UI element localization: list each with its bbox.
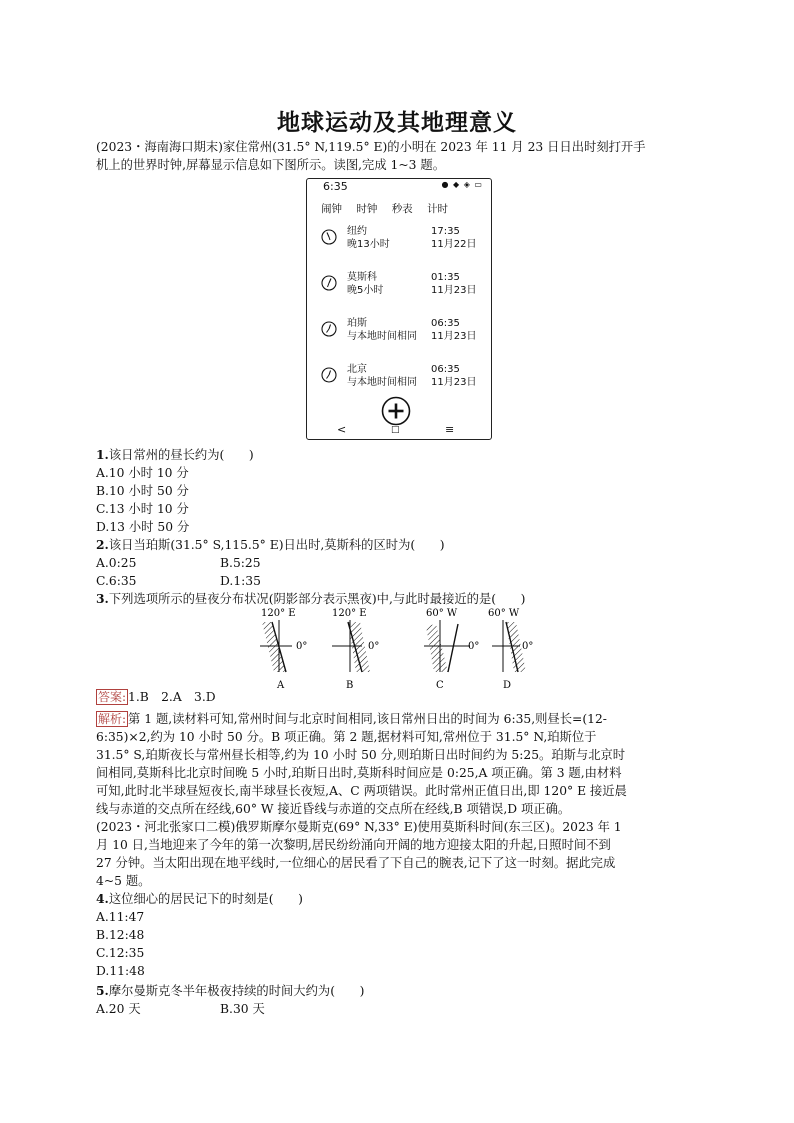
option-b: B.5:25 [220,556,261,570]
city-label: 北京 [347,364,367,375]
option-a: A.0:25 [96,556,137,570]
clock-icon [321,275,337,291]
option-a: A.10 小时 10 分 [96,466,189,480]
equator-label: 0° [522,641,534,652]
option-d: D.1:35 [220,574,261,588]
city-offset: 晚5小时 [347,285,384,296]
city-label: 珀斯 [347,318,367,329]
clock-icon [321,367,337,383]
tab-alarm: 闹钟 [321,203,342,215]
question-text: 下列选项所示的昼夜分布状况(阴影部分表示黑夜)中,与此时最接近的是( ) [108,592,526,606]
phone-status-time: 6:35 [323,180,348,193]
city-clock-time: 01:35 [431,272,460,283]
city-time [431,317,476,343]
city-row-moscow [321,271,481,303]
question-1-stem [96,446,706,464]
analysis-tag: 解析: [98,712,127,726]
question-text: 摩尔曼斯克冬半年极夜持续的时间大约为( ) [108,984,365,998]
menu-nav-icon: ≡ [445,423,455,436]
question-text: 这位细心的居民记下的时刻是( ) [108,892,303,906]
city-name [347,225,390,251]
city-label: 纽约 [347,226,367,237]
home-nav-icon: □ [391,425,400,435]
day-night-options-diagram [230,606,540,692]
city-clock-time: 17:35 [431,226,460,237]
city-clock-time: 06:35 [431,318,460,329]
diagram-option-a [260,608,307,691]
city-name [347,363,417,389]
answer-tag: 答案: [98,690,127,704]
equator-label: 0° [368,641,380,652]
answer-text: 1.B 2.A 3.D [128,690,216,704]
diagram-option-d [488,608,533,691]
city-clock-time: 06:35 [431,364,460,375]
question-text: 该日常州的昼长约为( ) [108,448,254,462]
city-name [347,317,417,343]
question-number: 3. [96,591,109,606]
analysis-text: 第 1 题,读材料可知,常州时间与北京时间相同,该日常州日出的时间为 6:35,则昼长=(12- [128,712,607,726]
question-number: 5. [96,983,109,998]
analysis-line: 可知,此时北半球昼短夜长,南半球昼长夜短,A、C 两项错误。此时常州正值日出,即 120° E 接近晨 [96,784,627,798]
equator-label: 0° [468,641,480,652]
intro-passage-line: (2023・海南海口期末)家住常州(31.5° N,119.5° E)的小明在 2023 年 11 月 23 日日出时刻打开手 [96,140,646,154]
longitude-label: 120° E [261,608,296,619]
analysis-line: 6:35)×2,约为 10 小时 50 分。B 项正确。第 2 题,据材料可知,常州位于 31.5° N,珀斯位于 [96,730,597,744]
option-b: B.10 小时 50 分 [96,484,189,498]
page-title: 地球运动及其地理意义 [277,110,517,136]
city-date: 11月23日 [431,331,477,342]
question-number: 1. [96,447,109,462]
back-nav-icon: < [337,423,347,436]
analysis-line: 31.5° S,珀斯夜长与常州昼长相等,约为 10 小时 50 分,则珀斯日出时间约为 5:25。珀斯与北京时 [96,748,626,762]
option-c: C.6:35 [96,574,137,588]
option-c: C.12:35 [96,946,145,960]
option-d: D.11:48 [96,964,145,978]
question-2-stem [96,536,706,554]
option-d: D.13 小时 50 分 [96,520,190,534]
city-time [431,363,476,389]
question-text: 该日当珀斯(31.5° S,115.5° E)日出时,莫斯科的区时为( ) [108,538,445,552]
option-letter: C [436,680,444,691]
city-row-perth [321,317,481,349]
tab-stopwatch: 秒表 [391,203,413,215]
city-offset: 与本地时间相同 [347,331,417,342]
option-letter: A [277,680,285,691]
tab-timer: 计时 [427,203,449,215]
option-letter: D [503,680,512,691]
question-5-stem [96,982,706,1000]
city-name [347,271,383,297]
phone-status-icons: ● ◆ ◈ ▭ [441,180,483,189]
city-time [431,271,476,297]
question-number: 2. [96,537,109,552]
clock-icon [321,229,337,245]
intro-passage-line: 4~5 题。 [96,874,151,888]
option-a: A.11:47 [96,910,145,924]
diagram-option-b [332,608,379,691]
option-a: A.20 天 [96,1002,141,1016]
city-date: 11月23日 [431,377,477,388]
analysis-line [96,710,706,728]
clock-icon [321,321,337,337]
intro-passage-line: 机上的世界时钟,屏幕显示信息如下图所示。读图,完成 1~3 题。 [96,158,446,172]
intro-passage-line: (2023・河北张家口二模)俄罗斯摩尔曼斯克(69° N,33° E)使用莫斯科时间(东三区)。2023 年 1 [96,820,622,834]
add-city-icon [381,396,411,426]
city-date: 11月22日 [431,239,477,250]
tab-clock: 时钟 [356,203,378,215]
intro-passage-line: 27 分钟。当太阳出现在地平线时,一位细心的居民看了下自己的腕表,记下了这一时刻。据此完成 [96,856,616,870]
city-date: 11月23日 [431,285,477,296]
longitude-label: 60° W [488,608,520,619]
option-b: B.30 天 [220,1002,265,1016]
intro-passage-line: 月 10 日,当地迎来了今年的第一次黎明,居民纷纷涌向开阔的地方迎接太阳的升起,日照时间不到 [96,838,611,852]
option-letter: B [346,680,354,691]
equator-label: 0° [296,641,308,652]
city-offset: 与本地时间相同 [347,377,417,388]
analysis-line: 间相同,莫斯科比北京时间晚 5 小时,珀斯日出时,莫斯科时间应是 0:25,A 项正确。第 3 题,由材料 [96,766,622,780]
question-number: 4. [96,891,109,906]
analysis-line: 线与赤道的交点所在经线,60° W 接近昏线与赤道的交点所在经线,B 项错误,D 项正确。 [96,802,571,816]
city-time [431,225,476,251]
question-4-stem [96,890,706,908]
option-b: B.12:48 [96,928,145,942]
longitude-label: 120° E [332,608,367,619]
answer-line [96,688,706,706]
phone-tab-bar [321,201,457,216]
city-row-beijing [321,363,481,395]
option-c: C.13 小时 10 分 [96,502,189,516]
city-label: 莫斯科 [347,272,377,283]
longitude-label: 60° W [426,608,458,619]
city-offset: 晚13小时 [347,239,390,250]
city-row-new-york [321,225,481,257]
phone-world-clock-figure [306,178,492,440]
diagram-option-c [424,608,479,691]
